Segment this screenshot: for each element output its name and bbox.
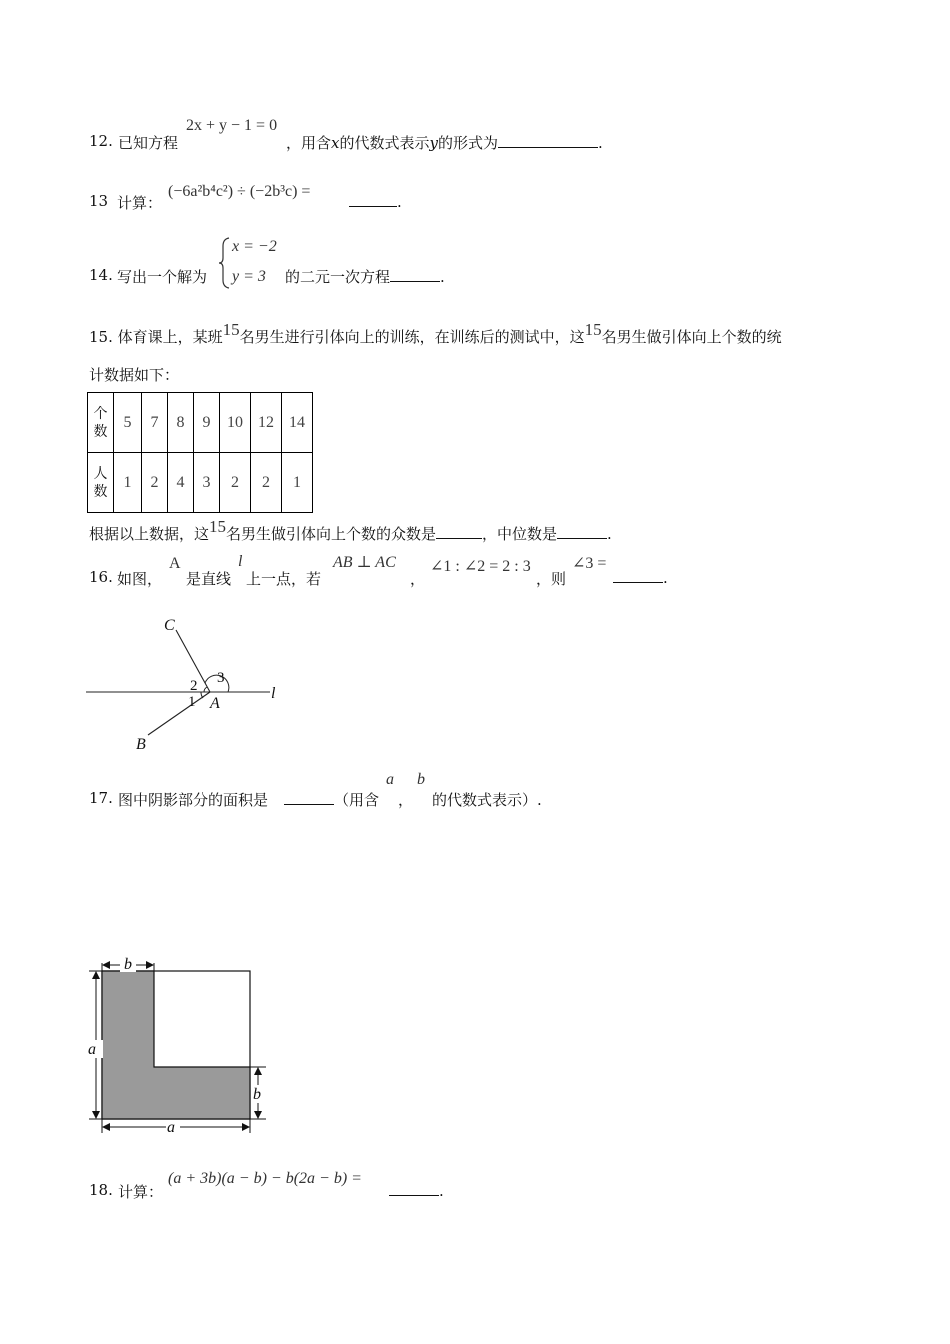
q12-number: 12. [89, 132, 113, 150]
label-l: l [271, 685, 276, 702]
table-cell: 10 [220, 393, 251, 453]
table-cell: 2 [251, 453, 282, 513]
q15-count-1: 15 [222, 320, 240, 339]
q12-answer-blank[interactable] [498, 133, 598, 148]
table-cell: 14 [282, 393, 313, 453]
q14-system-line1: x = −2 [232, 238, 277, 255]
table-cell: 7 [142, 393, 168, 453]
table-cell: 3 [194, 453, 220, 513]
q14-number: 14. [89, 266, 113, 284]
q15-after-a: 根据以上数据，这 [89, 525, 210, 543]
q17-comma: ， [398, 791, 414, 809]
q17-number: 17. [89, 789, 113, 807]
dim-right-b: b [253, 1086, 261, 1103]
q13-period: . [397, 193, 402, 211]
q15-median-blank[interactable] [557, 524, 607, 539]
table-header-people: 人 数 [88, 453, 114, 513]
label-angle-2: 2 [190, 678, 198, 694]
table-cell: 9 [194, 393, 220, 453]
q17-answer [284, 789, 379, 810]
table-cell: 1 [282, 453, 313, 513]
q16-text-2: 上一点，若 [246, 570, 322, 588]
q16-text-1: 是直线 [186, 570, 232, 588]
q16-point-a: A [169, 555, 181, 572]
q17-lead-text: 图中阴影部分的面积是 [118, 791, 269, 809]
q16-lead-text: 如图， [117, 570, 163, 588]
label-C: C [164, 617, 175, 634]
dim-bottom-a: a [167, 1119, 175, 1136]
q16-answer [613, 568, 668, 587]
q12-var-y: y [429, 134, 438, 152]
table-cell: 2 [220, 453, 251, 513]
q14-brace-icon [218, 236, 232, 290]
q17-area-figure [80, 948, 280, 1138]
q12-period: . [598, 134, 603, 152]
q15-count-3: 15 [209, 517, 227, 536]
q13-expression: (−6a²b⁴c²) ÷ (−2b³c) = [168, 183, 311, 200]
q16-ask: ∠3 = [572, 555, 607, 572]
q14-answer-blank[interactable] [390, 267, 440, 282]
label-A: A [210, 695, 220, 712]
q18-lead-text: 计算： [118, 1183, 164, 1201]
q14-period: . [440, 268, 445, 286]
q15-text-c: 名男生做引体向上个数的统 [601, 328, 782, 346]
q15-after-line [89, 517, 612, 544]
table-cell: 8 [168, 393, 194, 453]
q15-number: 15. [89, 328, 113, 346]
table-cell: 5 [114, 393, 142, 453]
q15-text-a: 体育课上，某班 [117, 328, 223, 346]
q14-tail-text: 的二元一次方程 [285, 268, 391, 286]
q15-after-c: ，中位数是 [482, 525, 558, 543]
q12-text-part3: 的形式为 [437, 134, 498, 152]
q16-angle-figure [80, 610, 300, 760]
q12-text-part2: 的代数式表示 [339, 134, 430, 152]
q16-answer-blank[interactable] [613, 568, 663, 583]
q16-ratio: ∠1 : ∠2 = 2 : 3 [430, 558, 531, 575]
q17-answer-blank[interactable] [284, 790, 334, 805]
q16-period: . [663, 569, 668, 587]
q16-text-3: ，则 [536, 570, 567, 588]
table-cell: 4 [168, 453, 194, 513]
q15-after-b: 名男生做引体向上个数的众数是 [226, 525, 437, 543]
q12-text-part1: ，用含 [286, 134, 332, 152]
q14-lead-text: 写出一个解为 [117, 268, 208, 286]
q13-answer [349, 192, 402, 211]
q17-var-a: a [386, 771, 394, 788]
table-cell: 12 [251, 393, 282, 453]
table-cell: 1 [114, 453, 142, 513]
q14-system-line2: y = 3 [232, 268, 266, 285]
table-cell: 2 [142, 453, 168, 513]
q15-text-b: 名男生进行引体向上的训练，在训练后的测试中，这 [239, 328, 585, 346]
q15-line2: 计数据如下： [89, 366, 180, 384]
table-header-counts: 个 数 [88, 393, 114, 453]
q18-period: . [439, 1182, 444, 1200]
table-row-people [88, 453, 313, 513]
q18-expression: (a + 3b)(a − b) − b(2a − b) = [168, 1170, 362, 1187]
label-B: B [136, 736, 146, 753]
label-angle-1: 1 [188, 694, 196, 710]
q18-answer [389, 1181, 444, 1200]
q18-answer-blank[interactable] [389, 1181, 439, 1196]
q16-perp: AB ⊥ AC [333, 554, 396, 571]
q17-text-2: 的代数式表示）. [432, 791, 542, 809]
q12-text [286, 132, 603, 153]
q16-comma: ， [410, 570, 426, 588]
q16-line-l: l [238, 553, 243, 570]
q12-equation: 2x + y − 1 = 0 [186, 117, 278, 134]
q13-number: 13 [89, 192, 109, 210]
label-angle-3: 3 [217, 670, 225, 686]
q16-number: 16. [89, 568, 113, 586]
q15-period: . [607, 525, 612, 543]
q12-var-x: x [331, 134, 340, 152]
q13-lead-text: 计算： [117, 194, 163, 212]
q17-var-b: b [417, 771, 425, 788]
q12-lead-text: 已知方程 [118, 134, 179, 152]
q17-text-1: （用含 [334, 791, 380, 809]
q14-text [285, 266, 445, 287]
q15-stats-table [87, 392, 313, 513]
q13-answer-blank[interactable] [349, 192, 397, 207]
q18-number: 18. [89, 1181, 113, 1199]
dim-left-a: a [88, 1041, 96, 1058]
q15-line1 [89, 320, 782, 347]
q15-mode-blank[interactable] [436, 524, 482, 539]
q15-count-2: 15 [584, 320, 602, 339]
table-row-counts [88, 393, 313, 453]
dim-top-b: b [124, 956, 132, 973]
